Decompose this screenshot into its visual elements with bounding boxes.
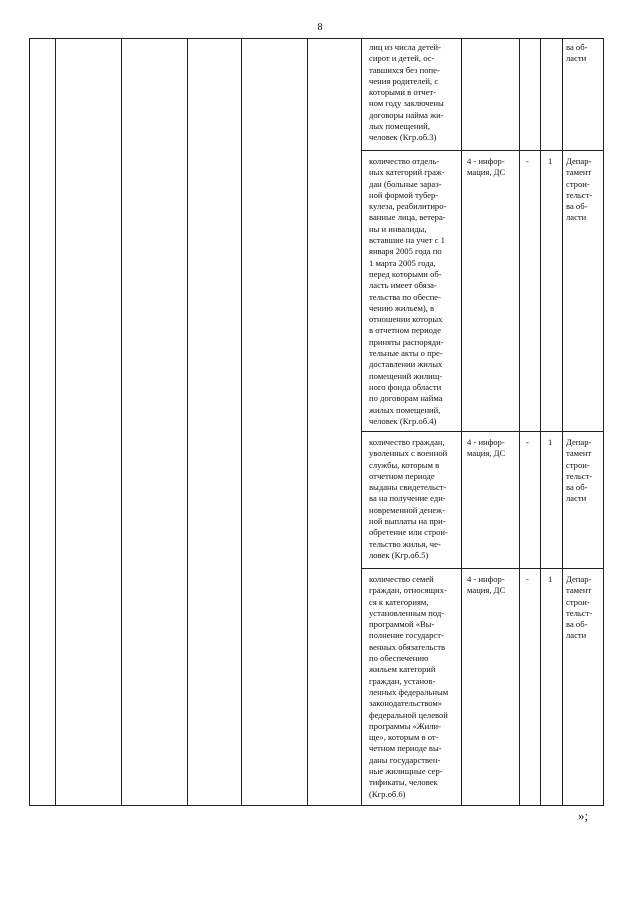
column-divider (187, 38, 188, 806)
indicator-cell: лиц из числа детей- сирот и детей, ос- тавшихся без попе- чения родителей, с которыми в отчет- ном году заключены договоры найма жи- лых помещений, человек (Кгр.об.3) (369, 42, 444, 143)
closing-quote-mark: »; (578, 808, 589, 823)
source-cell: 4 - инфор- мация, ДС (467, 156, 506, 178)
column-divider (361, 38, 362, 806)
column-divider (121, 38, 122, 806)
indicator-cell: количество отдель- ных категорий граж- дан (больные зараз- ной формой тубер- кулеза, реабилитиро- ванные лица, ветера- ны и инвалиды, вставшие на учет с 1 января 2005 года по 1 марта 2005 года, перед которыми об- ласть имеет обяза- тельства по обеспе- чению жильем), в отношении которых в отчетном периоде приняты распоряди- тельные акты о пре- доставлении жилых помещений жилищ- ного фонда области по договорам найма жилых помещений, человек (Кгр.об.4) (369, 156, 447, 426)
table-frame (29, 38, 604, 806)
column-divider (540, 38, 541, 806)
source-cell: 4 - инфор- мация, ДС (467, 437, 506, 459)
indicator-cell: количество семей граждан, относящих- ся к категориям, установленным под- программой «Вы- полнение государст- венных обязательств по обеспечению жильем категорий граждан, установ- ленных федеральным законодательством» федеральной целевой программы «Жили- ще», которым в от- четном периоде вы- даны государствен- ные жилищные сер- тификаты, человек (Кгр.об.6) (369, 574, 449, 799)
responsible-cell: ва об- ласти (566, 42, 588, 64)
value-cell: - (526, 156, 529, 166)
indicator-cell: количество граждан, уволенных с военной службы, которым в отчетном периоде выданы свидетельст- ва на получение еди- новременной денеж- ной выплаты на при- обретение или строи- тельство жилья, че- ловек (Кгр.об.5) (369, 437, 448, 560)
responsible-cell: Депар- тамент строи- тельст- ва об- ласти (566, 156, 593, 223)
source-cell: 4 - инфор- мация, ДС (467, 574, 506, 596)
page-number: 8 (317, 22, 323, 33)
column-divider (562, 38, 563, 806)
value-cell: 1 (548, 437, 553, 447)
column-divider (461, 38, 462, 806)
column-divider (241, 38, 242, 806)
value-cell: 1 (548, 574, 553, 584)
row-divider (361, 568, 604, 569)
row-divider (361, 431, 604, 432)
value-cell: - (526, 574, 529, 584)
row-divider (361, 150, 604, 151)
responsible-cell: Депар- тамент строи- тельст- ва об- ласти (566, 574, 593, 641)
column-divider (55, 38, 56, 806)
responsible-cell: Депар- тамент строи- тельст- ва об- ласти (566, 437, 593, 504)
column-divider (519, 38, 520, 806)
value-cell: 1 (548, 156, 553, 166)
column-divider (307, 38, 308, 806)
value-cell: - (526, 437, 529, 447)
